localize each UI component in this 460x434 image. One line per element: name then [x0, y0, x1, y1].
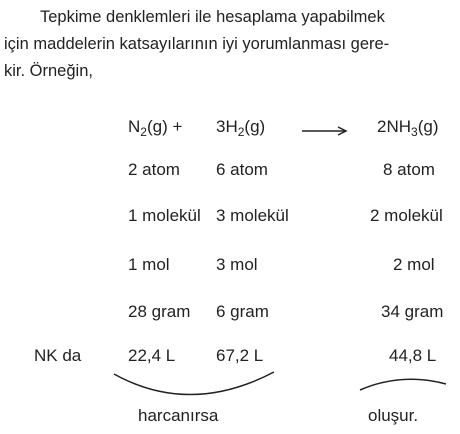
- reactants-label: harcanırsa: [138, 406, 219, 425]
- row-2-reactant-1: 1 molekül: [128, 206, 201, 225]
- row-1-reactant-1: 2 atom: [128, 160, 180, 179]
- right-arrow-icon: [302, 126, 348, 136]
- row-5-reactant-1: 22,4 L: [128, 346, 176, 365]
- intro-paragraph: [4, 4, 456, 85]
- products-label: oluşur.: [368, 406, 419, 425]
- row-4-reactant-1: 28 gram: [128, 302, 191, 321]
- row-1-reactant-2: 6 atom: [216, 160, 268, 179]
- product-nh3: $2NH_3(g)$: [377, 117, 439, 139]
- row-3-product: 2 mol: [393, 255, 435, 274]
- row-1-product: 8 atom: [383, 160, 435, 179]
- row-3-reactant-2: 3 mol: [216, 255, 258, 274]
- row-2-product: 2 molekül: [370, 206, 443, 225]
- intro-line-2: için maddelerin katsayılarının iyi yorumlanması gere-: [4, 35, 390, 53]
- row-4-reactant-2: 6 gram: [216, 302, 269, 321]
- reactants-brace-icon: [110, 368, 280, 404]
- row-5-reactant-2: 67,2 L: [216, 346, 264, 365]
- reactant-n2: $N_2(g)$ +: [128, 117, 183, 139]
- row-2-reactant-2: 3 molekül: [216, 206, 289, 225]
- reactant-h2: $3H_2(g)$: [216, 117, 266, 139]
- nk-label: NK da: [34, 346, 82, 365]
- products-brace-icon: [356, 372, 450, 396]
- row-4-product: 34 gram: [381, 302, 444, 321]
- intro-line-3: kir. Örneğin,: [4, 62, 93, 80]
- row-5-product: 44,8 L: [389, 346, 437, 365]
- row-3-reactant-1: 1 mol: [128, 255, 170, 274]
- intro-line-1: Tepkime denklemleri ile hesaplama yapabilmek: [40, 8, 385, 26]
